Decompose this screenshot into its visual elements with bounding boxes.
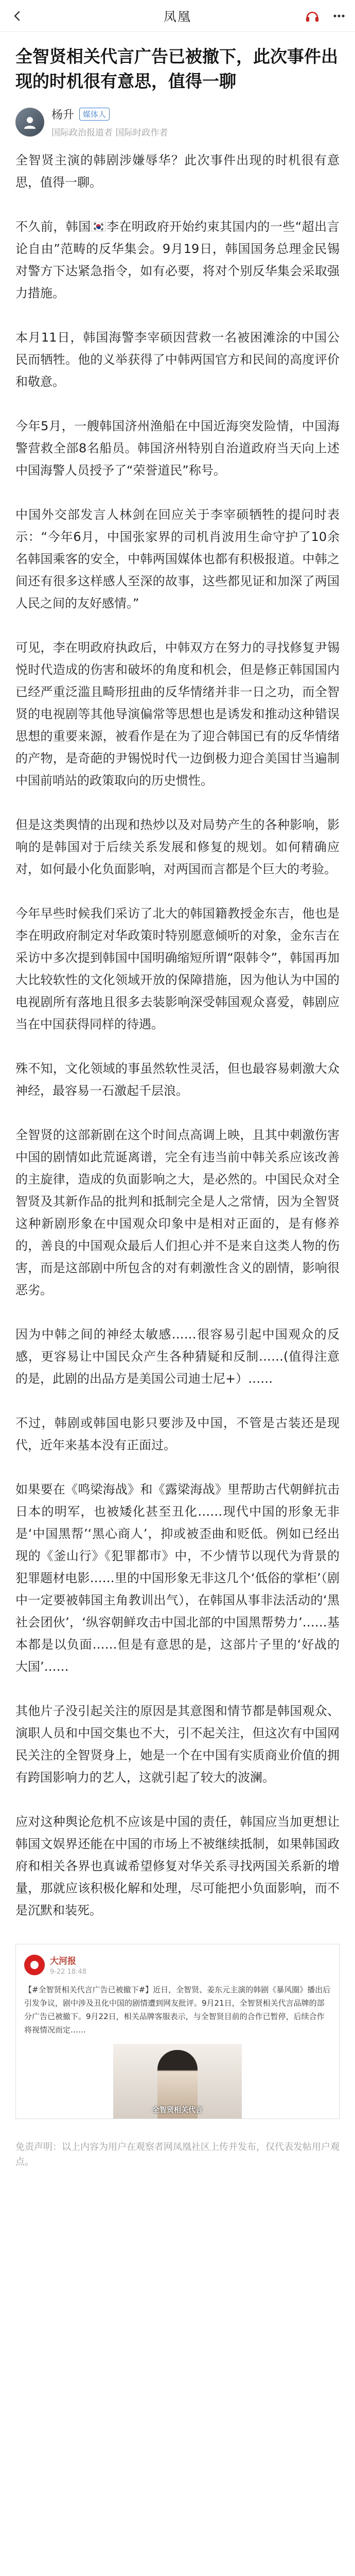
more-button[interactable] <box>330 7 348 25</box>
embedded-post-header <box>24 1954 331 1976</box>
author-name[interactable]: 杨升 <box>51 109 75 122</box>
author-badge: 媒体人 <box>79 108 110 121</box>
article-paragraph: 殊不知，文化领域的事虽然软性灵活，但也最容易刺激大众神经，最容易一石激起千层浪。 <box>15 1061 340 1098</box>
article-title: 全智贤相关代言广告已被撤下，此次事件出现的时机很有意思，值得一聊 <box>15 46 338 91</box>
article-paragraph: 全智贤的这部新剧在这个时间点高调上映，且其中刺激伤害中国的剧情如此荒诞离谱，完全有违当前中韩关系应该改善的主旋律，造成的负面影响之大，是必然的。中国民众对全智贤及其新作品的批判和抵制完全是人之常情，因为全智贤这种新剧形象在中国观众印象中是相对正面的，是有修养的，善良的中国观众最后人们担心并不是来自这类人物的伤害，而是这部剧中所包含的对有刺激性含义的剧情，影响很恶劣。 <box>15 1128 340 1297</box>
article-paragraph: 今年早些时候我们采访了北大的韩国籍教授金东吉，他也是李在明政府制定对华政策时特别愿意倾听的对象，金东吉在采访中多次提到韩国中国明确缩短所谓“限韩令”，韩国再加大比较软性的文化领域开放的保障措施，因为他认为中国的电视剧所有落地且很多去装影响深受韩国观众喜爱，韩剧应当在中国获得同样的待遇。 <box>15 906 340 1031</box>
article-paragraph: 不过，韩剧或韩国电影只要涉及中国，不管是古装还是现代，近年来基本没有正面过。 <box>15 1416 340 1452</box>
top-bar <box>0 0 355 32</box>
author-avatar[interactable] <box>15 108 44 137</box>
embedded-post-source: 大河报 <box>50 1956 76 1967</box>
author-info[interactable] <box>15 106 340 138</box>
embedded-post-text: 【#全智贤相关代言广告已被撤下#】近日，全智贤、姜东元主演的韩剧《暴风圈》播出后引发争议，剧中涉及丑化中国的剧情遭到网友批评。9月21日，全智贤相关代言品牌的部分广告已被撤下。9月22日，相关品牌客服表示，与全智贤目前的合作已暂停，后续合作将视情况而定…… <box>24 1985 331 2035</box>
article-paragraph: 其他片子没引起关注的原因是其意图和情节都是韩国观众、演职人员和中国交集也不大，引不起关注，但这次有中国网民关注的全智贤身上，她是一个在中国有实质商业价值的拥有跨国影响力的艺人，这就引起了较大的波澜。 <box>15 1704 340 1785</box>
user-icon <box>23 115 37 129</box>
source-logo-icon <box>24 1955 45 1975</box>
embedded-post-time: 9-22 18:48 <box>50 1968 87 1976</box>
article-paragraph: 但是这类舆情的出现和热炒以及对局势产生的各种影响，影响的是韩国对于后续关系发展和修复的规划。如何精确应对，如何最小化负面影响，对两国而言都是个巨大的考验。 <box>15 818 340 876</box>
article-paragraph: 今年5月，一艘韩国济州渔船在中国近海突发险情，中国海警营救全部8名船员。韩国济州特别自治道政府当天向上述中国海警人员授予了“荣誉道民”称号。 <box>15 419 340 478</box>
top-actions <box>304 7 348 25</box>
embedded-post-screenshot[interactable] <box>15 1944 340 2119</box>
back-button[interactable] <box>9 8 26 24</box>
chevron-left-icon <box>12 10 23 22</box>
audio-button[interactable] <box>304 7 321 25</box>
headphones-icon <box>305 8 320 24</box>
article-paragraph: 全智贤主演的韩剧涉嫌辱华？此次事件出现的时机很有意思，值得一聊。 <box>15 153 340 190</box>
embedded-post-caption: 全智贤相关代言 <box>152 2106 203 2114</box>
article-paragraph: 因为中韩之间的神经太敏感……很容易引起中国观众的反感，更容易让中国民众产生各种猜疑和反制……(值得注意的是，此剧的出品方是美国公司迪士尼+）…… <box>15 1327 340 1386</box>
article <box>0 44 355 2119</box>
more-dots-icon <box>331 8 347 24</box>
embedded-post-image <box>113 2044 242 2119</box>
article-paragraph: 不久前，韩国🇰🇷李在明政府开始约束其国内的一些“超出言论自由”范畴的反华集会。9月19日，韩国国务总理金民锡对警方下达紧急指令，如有必要，将对个别反华集会采取强力措施。 <box>15 219 340 300</box>
disclaimer: 免责声明：以上内容为用户在观察者网凤凰社区上传并发布，仅代表发帖用户观点。 <box>15 2142 340 2167</box>
article-paragraph: 中国外交部发言人林剑在回应关于李宰硕牺牲的提问时表示：“今年6月，中国张家界的司机肖波用生命守护了10余名韩国乘客的安全，中韩两国媒体也都有积极报道。中韩之间还有很多这样感人至深的故事，这些都见证和加深了两国人民之间的友好感情。” <box>15 507 340 611</box>
article-paragraph: 如果要在《鸣梁海战》和《露梁海战》里帮助古代朝鲜抗击日本的明军，也被矮化甚至丑化……现代中国的形象无非是‘中国黑帮’‘黑心商人’，抑或被歪曲和贬低。例如已经出现的《釜山行》《犯罪都市》中，不少情节以现代为背景的犯罪题材电影……里的中国形象无非这几个‘低俗的掌柜’（剧中一定要被韩国主角教训出气），在韩国从事非法活动的‘黑社会团伙’，‘纵容朝鲜攻击中国北部的中国黑帮势力’……基本都是以负面……但是有意思的是，这部片子里的‘好战的大国’…… <box>15 1482 340 1674</box>
article-paragraph: 本月11日，韩国海警李宰硕因营救一名被困滩涂的中国公民而牺牲。他的义举获得了中韩两国官方和民间的高度评价和敬意。 <box>15 330 340 389</box>
app-brand: 凤凰 <box>163 9 191 24</box>
article-paragraph: 可见，李在明政府执政后，中韩双方在努力的寻找修复尹锡悦时代造成的伤害和破坏的角度和机会，但是修正韩国国内已经严重泛滥且畸形扭曲的反华情绪并非一日之功，而全智贤的电视剧等其他导演偏常等思想也是诱发和推动这种错误思想的重要来源，被看作是在为了迎合韩国已有的反华情绪的产物，是奇葩的尹锡悦时代一边倒极力迎合美国甘当遍制中国前哨站的政策取向的历史惯性。 <box>15 640 340 788</box>
article-paragraph: 应对这种舆论危机不应该是中国的责任，韩国应当加更想让韩国文娱界还能在中国的市场上不被继续抵制，如果韩国政府和相关各界也真诚希望修复对华关系寻找两国关系新的增量，那就应该积极化解和处理，尽可能把小负面影响，而不是沉默和装死。 <box>15 1815 340 1918</box>
author-description: 国际政治报道者 国际时政作者 <box>51 128 168 138</box>
